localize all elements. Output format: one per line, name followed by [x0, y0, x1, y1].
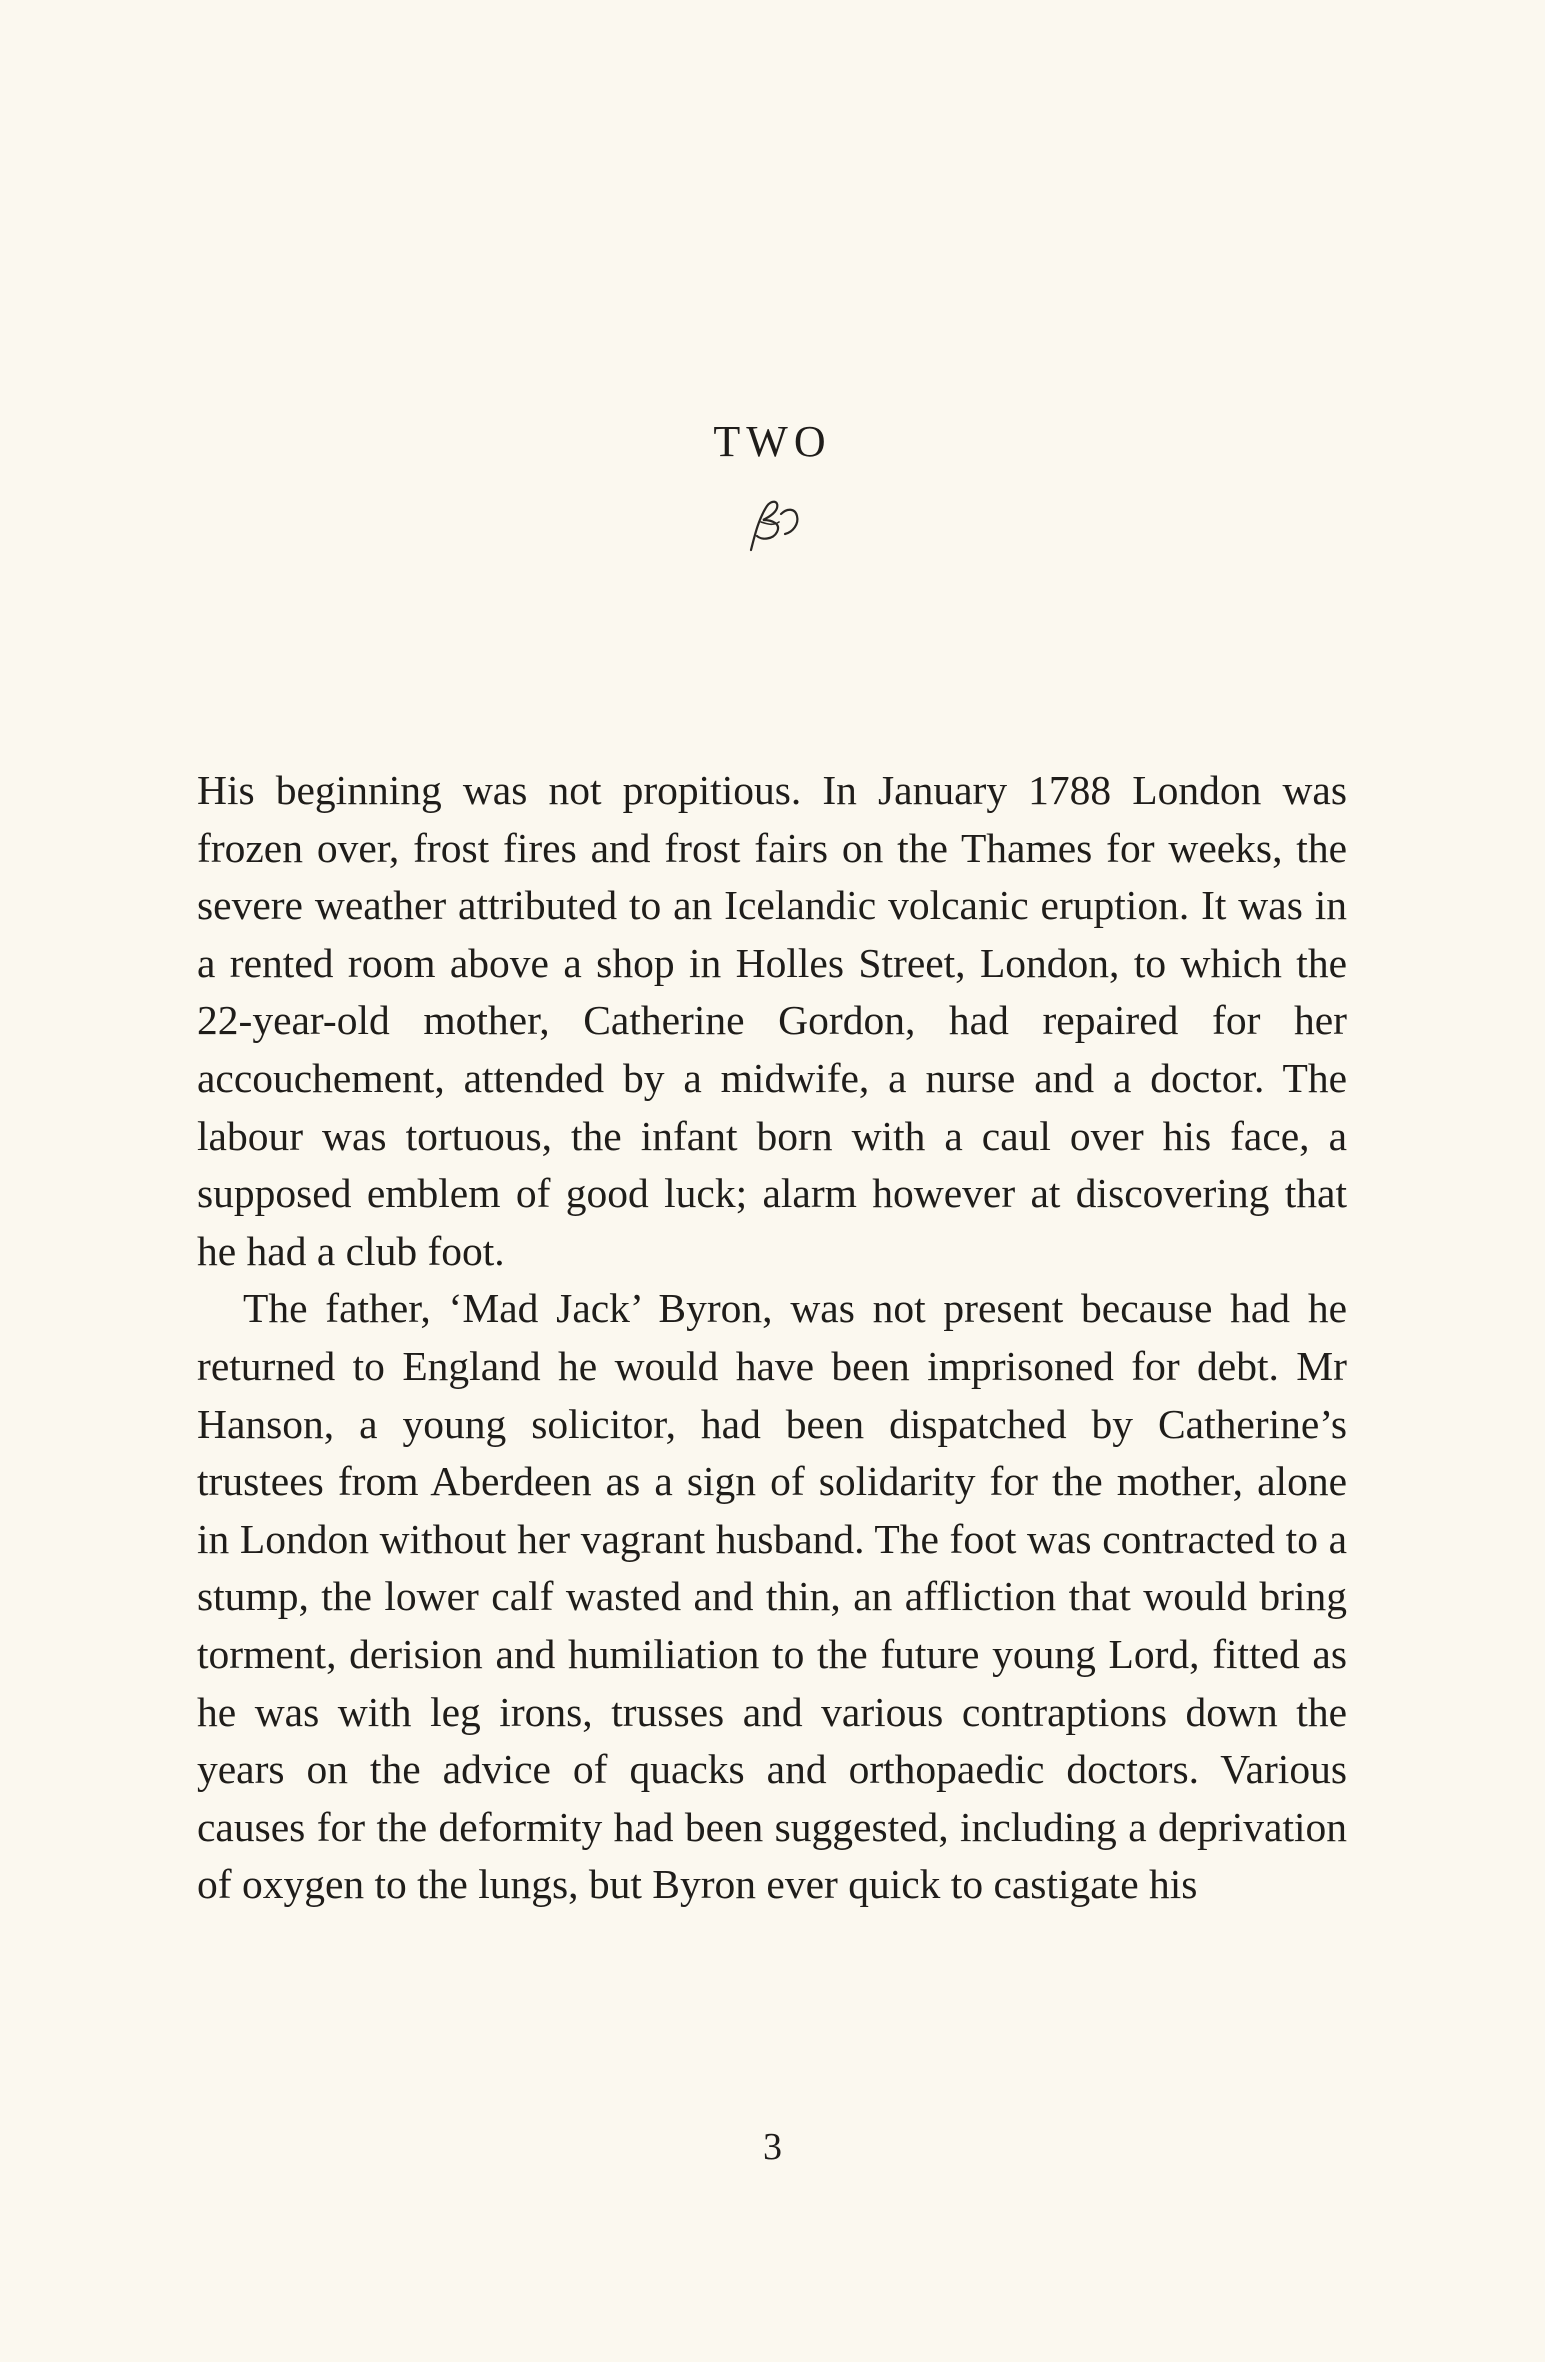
chapter-body-text — [197, 762, 1347, 1914]
paragraph-1: His beginning was not propitious. In January 1788 London was frozen over, frost fires and frost fairs on the Thames for weeks, the severe weather attributed to an Icelandic volcanic eruption. It was in a rented room above a shop in Holles Street, London, to which the 22-year-old mother, Catherine Gordon, had repaired for her accouchement, attended by a midwife, a nurse and a doctor. The labour was tortuous, the infant born with a caul over his face, a supposed emblem of good luck; alarm however at discovering that he had a club foot. — [197, 767, 1347, 1274]
page-number: 3 — [763, 2126, 782, 2168]
byron-monogram-flourish-icon — [721, 492, 821, 562]
chapter-title: TWO — [713, 417, 832, 466]
paragraph-2: The father, ‘Mad Jack’ Byron, was not present because had he returned to England he would have been imprisoned for debt. Mr Hanson, a young solicitor, had been dispatched by Catherine’s trustees from Aberdeen as a sign of solidarity for the mother, alone in London without her vagrant husband. The foot was contracted to a stump, the lower calf wasted and thin, an affliction that would bring torment, derision and humiliation to the future young Lord, fitted as he was with leg irons, trusses and various contraptions down the years on the advice of quacks and orthopaedic doctors. Various causes for the deformity had been suggested, including a deprivation of oxygen to the lungs, but Byron ever quick to castigate his — [197, 1285, 1347, 1908]
